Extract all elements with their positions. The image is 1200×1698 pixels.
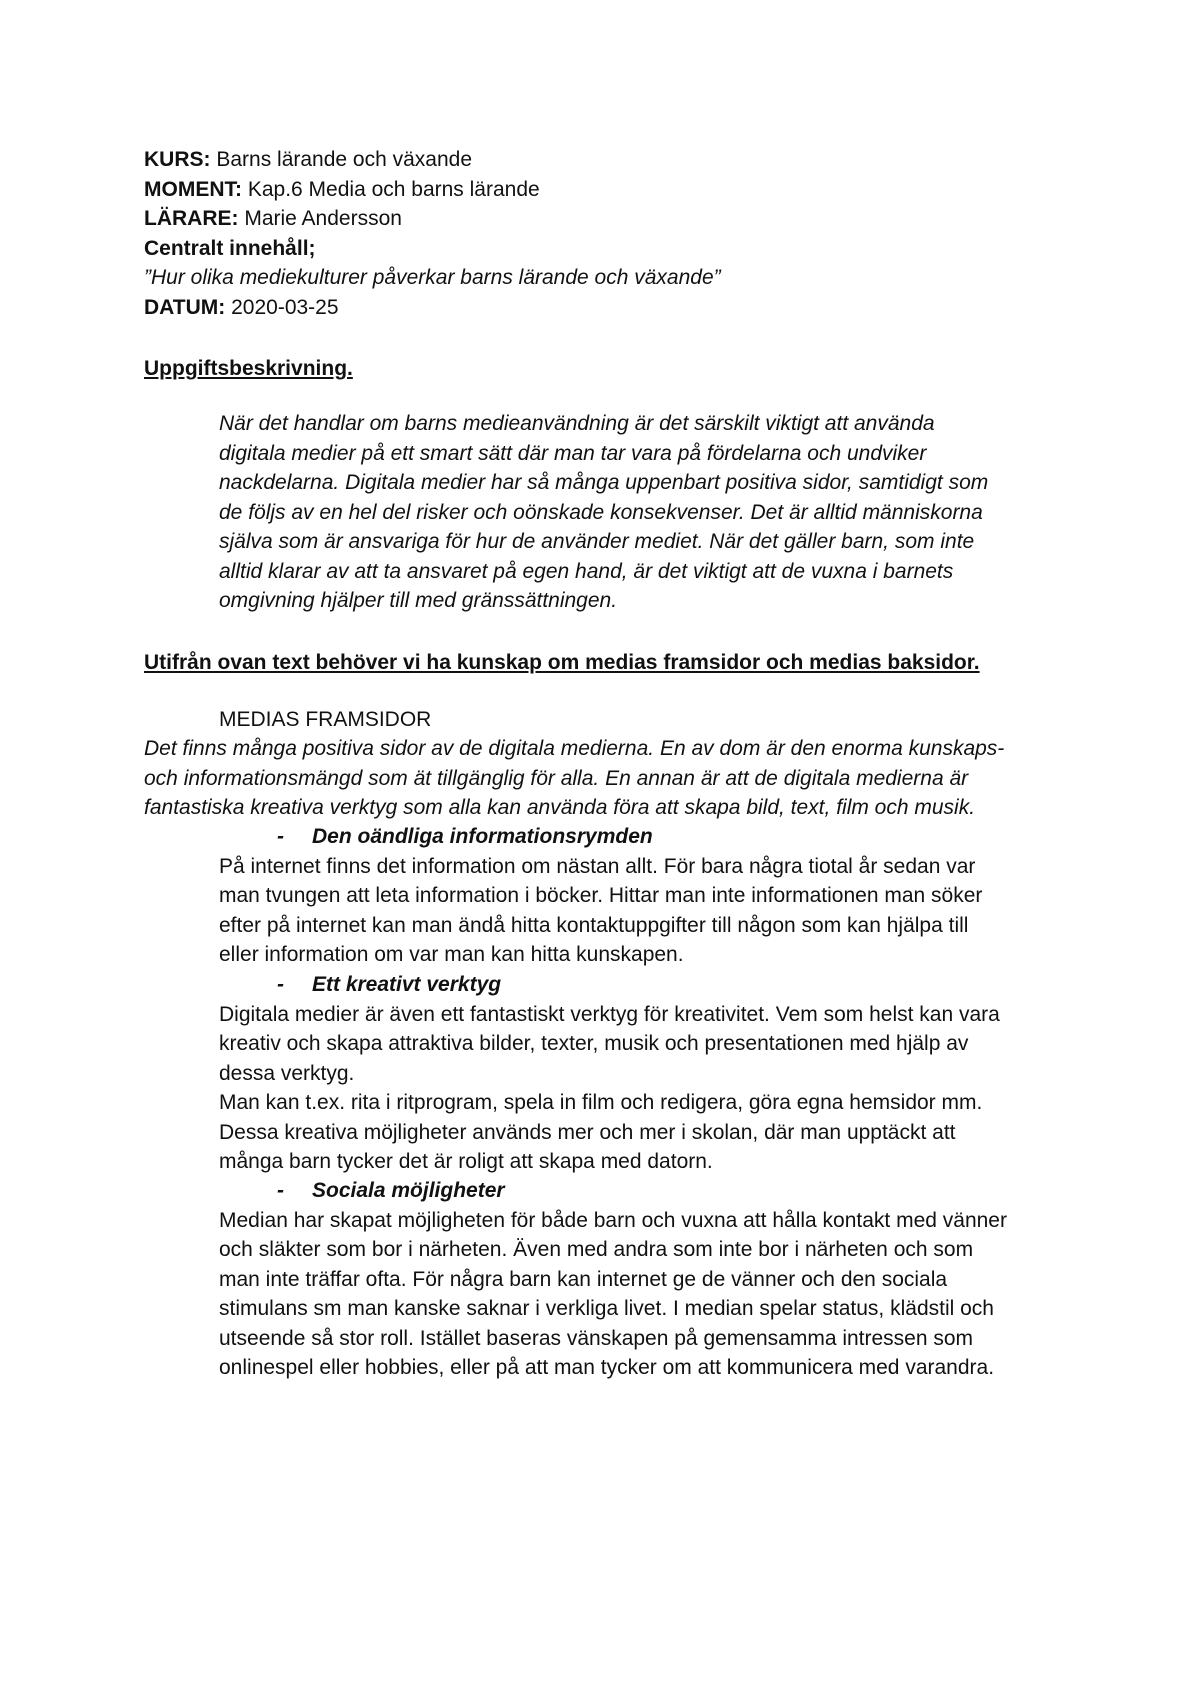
bullet-dash: - bbox=[277, 973, 284, 996]
list-item-line: På internet finns det information om nästan allt. För bara några tiotal år sedan var bbox=[219, 854, 976, 878]
framsidor-intro-line: Det finns många positiva sidor av de digitala medierna. En av dom är den enorma kunskaps- bbox=[144, 737, 1005, 760]
moment-label: MOMENT: bbox=[144, 177, 242, 201]
datum-label: DATUM: bbox=[144, 295, 226, 319]
list-item-informationsrymden bbox=[219, 822, 1099, 970]
list-item-line: och släkter som bor i närheten. Även med andra som inte bor i närheten och som bbox=[219, 1238, 974, 1261]
datum-line bbox=[144, 293, 1104, 323]
list-item-kreativt-verktyg bbox=[219, 970, 1099, 1177]
framsidor-intro-line: fantastiska kreativa verktyg som alla kan använda föra att skapa bild, text, film och musik. bbox=[144, 796, 976, 819]
list-item-sociala-mojligheter bbox=[219, 1176, 1099, 1383]
list-item-line: onlinespel eller hobbies, eller på att man tycker om att kommunicera med varandra. bbox=[219, 1356, 995, 1379]
centralt-quote: ”Hur olika mediekulturer påverkar barns lärande och växande” bbox=[144, 266, 721, 289]
framsidor-intro-line: och informationsmängd som ät tillgänglig för alla. En annan är att de digitala medierna är bbox=[144, 766, 969, 790]
list-item-line: Dessa kreativa möjligheter används mer och mer i skolan, där man upptäckt att bbox=[219, 1120, 956, 1144]
task-title: Uppgiftsbeskrivning. bbox=[144, 357, 353, 380]
bullet-dash: - bbox=[277, 825, 284, 848]
framsidor-title: MEDIAS FRAMSIDOR bbox=[219, 708, 432, 731]
list-item-heading bbox=[219, 970, 1099, 1000]
larare-line bbox=[144, 204, 1104, 234]
larare-label: LÄRARE: bbox=[144, 207, 239, 230]
list-item-line: dessa verktyg. bbox=[219, 1061, 355, 1085]
list-item-line: kreativ och skapa attraktiva bilder, texter, musik och presentationen med hjälp av bbox=[219, 1032, 969, 1055]
list-item-line: efter på internet kan man ändå hitta kontaktuppgifter till någon som kan hjälpa till bbox=[219, 913, 969, 937]
intro-line: alltid klarar av att ta ansvaret på egen hand, är det viktigt att de vuxna i barnets bbox=[219, 559, 954, 583]
task-intro bbox=[219, 409, 1099, 616]
moment-line bbox=[144, 175, 1104, 205]
list-item-line: stimulans sm man kanske saknar i verkliga livet. I median spelar status, klädstil och bbox=[219, 1297, 994, 1320]
bullet-dash: - bbox=[277, 1179, 284, 1202]
intro-line: de följs av en hel del risker och oönskade konsekvenser. Det är alltid människorna bbox=[219, 500, 983, 524]
kurs-value: Barns lärande och växande bbox=[216, 148, 473, 171]
list-item-heading bbox=[219, 822, 1099, 852]
list-item-heading-text: Den oändliga informationsrymden bbox=[312, 825, 653, 848]
intro-line: När det handlar om barns medieanvändning är det särskilt viktigt att använda bbox=[219, 412, 935, 435]
framsidor-intro bbox=[144, 734, 1104, 823]
list-item-line: Median har skapat möjligheten för både barn och vuxna att hålla kontakt med vänner bbox=[219, 1208, 1007, 1232]
kurs-label: KURS: bbox=[144, 148, 211, 171]
larare-value: Marie Andersson bbox=[244, 207, 402, 230]
list-item-heading bbox=[219, 1176, 1099, 1206]
task-subtitle: Utifrån ovan text behöver vi ha kunskap om medias framsidor och medias baksidor. bbox=[144, 651, 980, 674]
intro-line: digitala medier på ett smart sätt där man tar vara på fördelarna och undviker bbox=[219, 441, 927, 465]
intro-line: nackdelarna. Digitala medier har så många uppenbart positiva sidor, samtidigt som bbox=[219, 471, 989, 494]
list-item-heading-text: Sociala möjligheter bbox=[312, 1179, 505, 1202]
list-item-line: man inte träffar ofta. För några barn kan internet ge de vänner och den sociala bbox=[219, 1267, 948, 1291]
moment-value: Kap.6 Media och barns lärande bbox=[247, 177, 540, 201]
list-item-line: man tvungen att leta information i böcker. Hittar man inte informationen man söker bbox=[219, 884, 983, 907]
intro-line: omgivning hjälper till med gränssättningen. bbox=[219, 589, 618, 612]
kurs-line bbox=[144, 145, 1104, 175]
list-item-line: eller information om var man kan hitta kunskapen. bbox=[219, 943, 684, 966]
document-header bbox=[144, 145, 1104, 322]
list-item-heading-text: Ett kreativt verktyg bbox=[312, 973, 502, 996]
list-item-line: utseende så stor roll. Istället baseras vänskapen på gemensamma intressen som bbox=[219, 1326, 974, 1350]
centralt-label: Centralt innehåll; bbox=[144, 236, 316, 260]
list-item-line: Digitala medier är även ett fantastiskt verktyg för kreativitet. Vem som helst kan vara bbox=[219, 1002, 1000, 1026]
intro-line: själva som är ansvariga för hur de använder mediet. När det gäller barn, som inte bbox=[219, 530, 975, 553]
datum-value: 2020-03-25 bbox=[231, 295, 339, 319]
list-item-line: många barn tycker det är roligt att skapa med datorn. bbox=[219, 1150, 713, 1173]
list-item-line: Man kan t.ex. rita i ritprogram, spela in film och redigera, göra egna hemsidor mm. bbox=[219, 1091, 983, 1114]
